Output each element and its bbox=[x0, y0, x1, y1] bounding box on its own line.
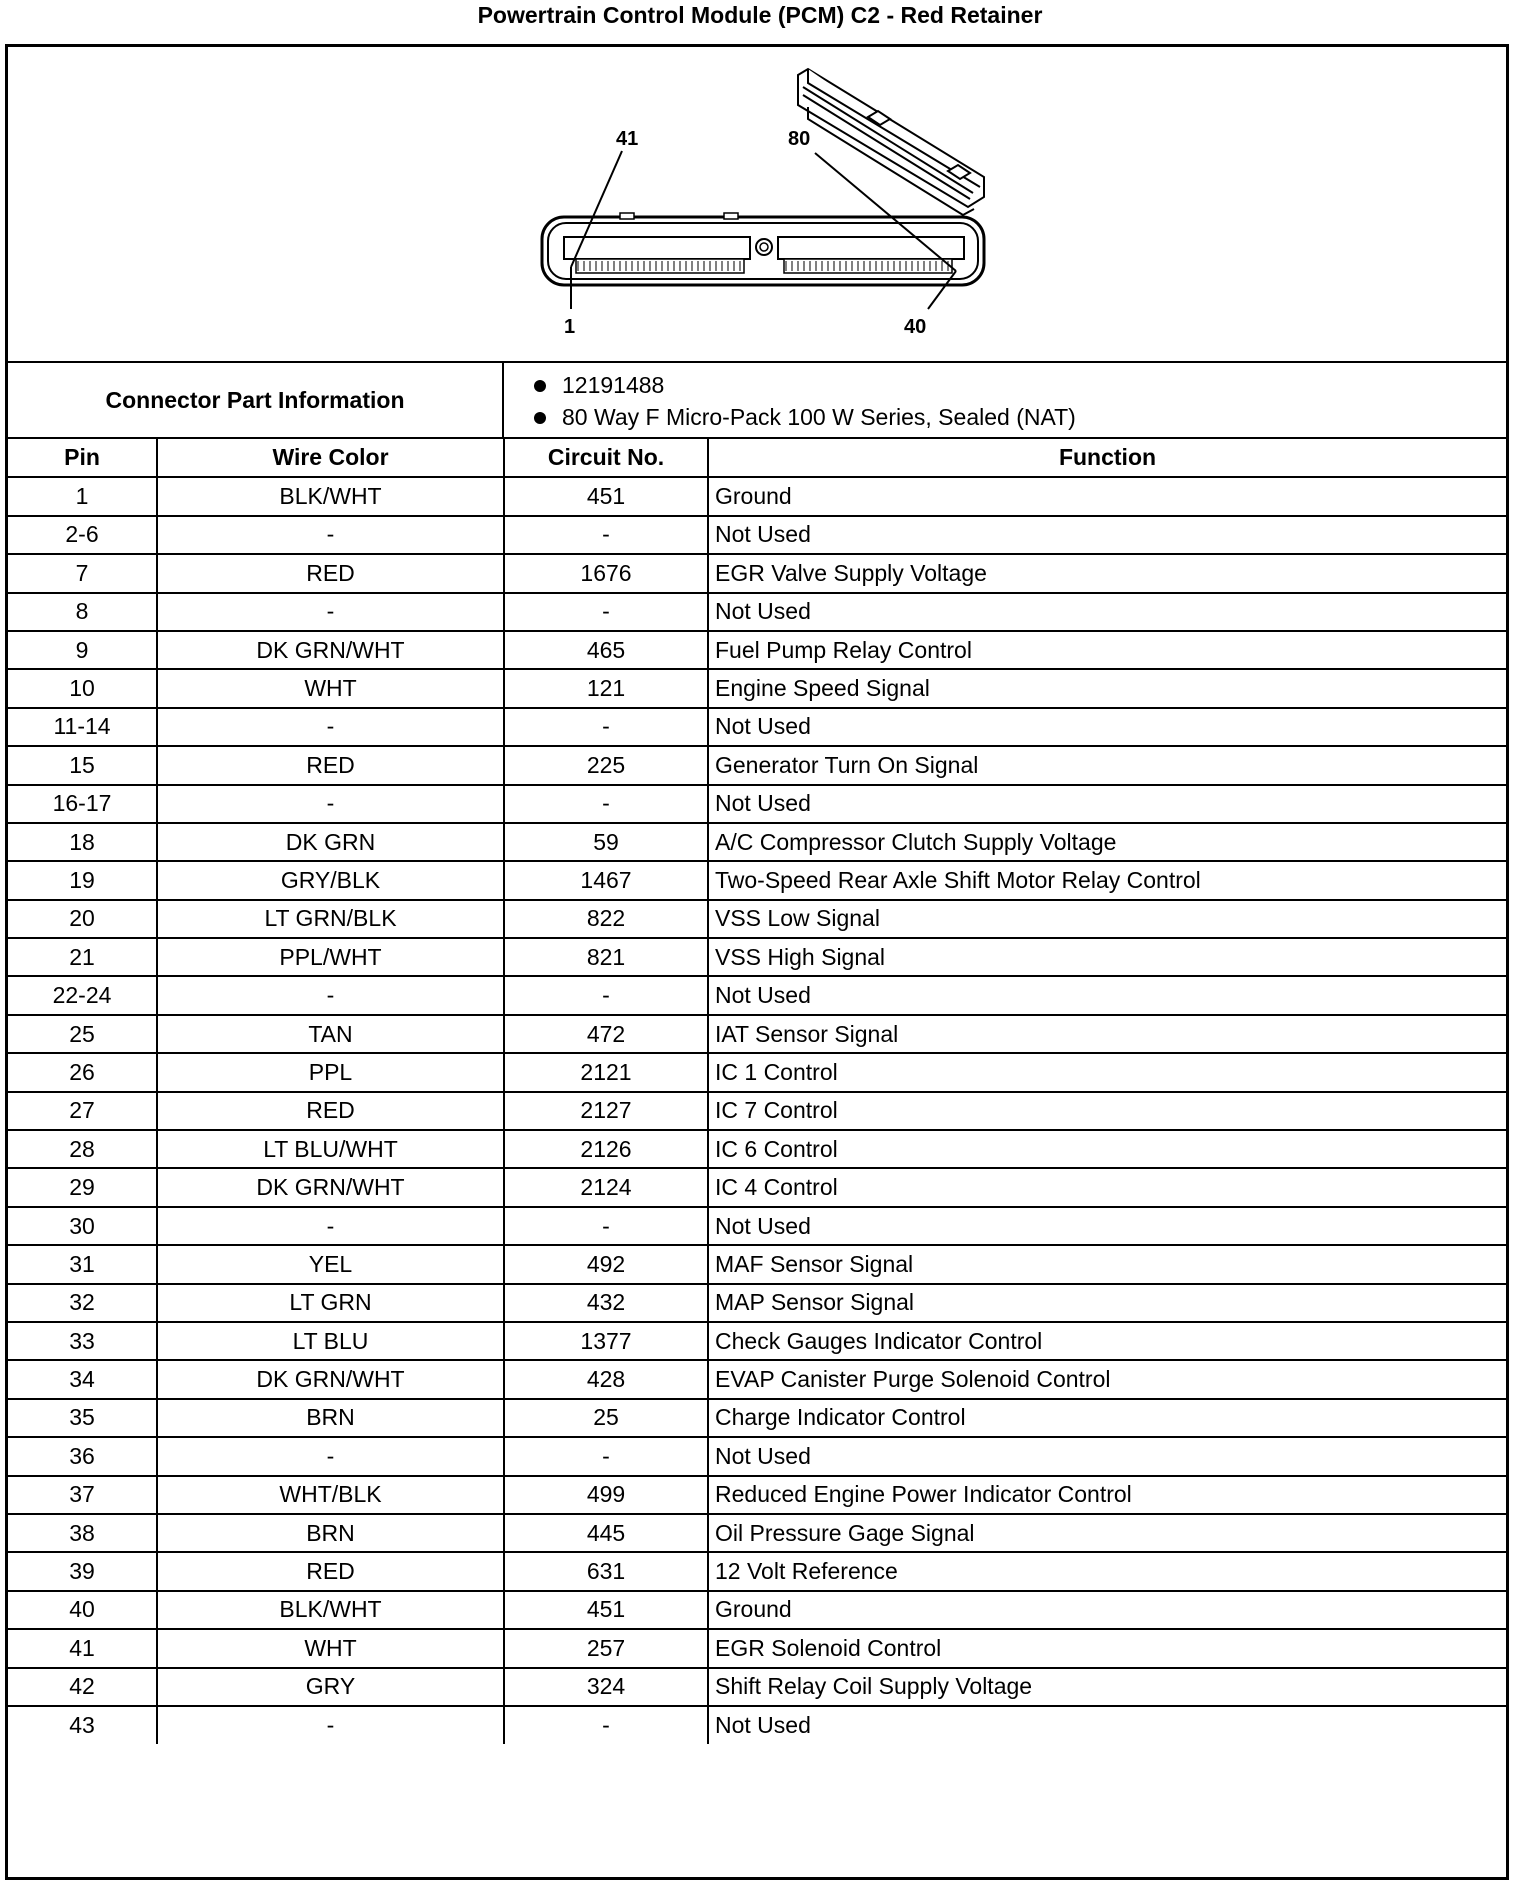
function-cell: EVAP Canister Purge Solenoid Control bbox=[708, 1360, 1506, 1398]
function-cell: IC 6 Control bbox=[708, 1130, 1506, 1168]
table-row bbox=[8, 861, 1506, 899]
circuit-no-cell: 1676 bbox=[504, 554, 708, 592]
table-row bbox=[8, 1053, 1506, 1091]
wire-color-cell: DK GRN bbox=[157, 823, 504, 861]
pin-label-1: 1 bbox=[564, 316, 576, 338]
circuit-no-cell: - bbox=[504, 785, 708, 823]
function-cell: IC 1 Control bbox=[708, 1053, 1506, 1091]
table-row bbox=[8, 554, 1506, 592]
function-cell: Not Used bbox=[708, 593, 1506, 631]
circuit-no-cell: 822 bbox=[504, 900, 708, 938]
function-cell: Ground bbox=[708, 1591, 1506, 1629]
function-cell: VSS Low Signal bbox=[708, 900, 1506, 938]
wire-color-cell: - bbox=[157, 516, 504, 554]
function-cell: Two-Speed Rear Axle Shift Motor Relay Control bbox=[708, 861, 1506, 899]
pin-cell: 16-17 bbox=[8, 785, 157, 823]
pinout-table bbox=[8, 439, 1506, 1744]
wire-color-cell: - bbox=[157, 1437, 504, 1475]
pin-cell: 7 bbox=[8, 554, 157, 592]
wire-color-cell: GRY/BLK bbox=[157, 861, 504, 899]
wire-color-cell: RED bbox=[157, 1552, 504, 1590]
function-cell: A/C Compressor Clutch Supply Voltage bbox=[708, 823, 1506, 861]
wire-color-cell: TAN bbox=[157, 1015, 504, 1053]
pin-cell: 39 bbox=[8, 1552, 157, 1590]
pin-label-80: 80 bbox=[788, 128, 811, 150]
circuit-no-cell: - bbox=[504, 1207, 708, 1245]
wire-color-cell: DK GRN/WHT bbox=[157, 631, 504, 669]
part-info-item bbox=[504, 369, 1076, 401]
circuit-no-cell: 451 bbox=[504, 1591, 708, 1629]
wire-color-cell: DK GRN/WHT bbox=[157, 1168, 504, 1206]
wire-color-cell: DK GRN/WHT bbox=[157, 1360, 504, 1398]
header-function: Function bbox=[708, 439, 1506, 477]
pin-cell: 25 bbox=[8, 1015, 157, 1053]
wire-color-cell: GRY bbox=[157, 1668, 504, 1706]
table-row bbox=[8, 593, 1506, 631]
table-row bbox=[8, 1168, 1506, 1206]
wire-color-cell: BLK/WHT bbox=[157, 1591, 504, 1629]
pin-cell: 31 bbox=[8, 1245, 157, 1283]
function-cell: MAP Sensor Signal bbox=[708, 1284, 1506, 1322]
part-number: 12191488 bbox=[562, 372, 665, 398]
table-row bbox=[8, 938, 1506, 976]
pin-cell: 1 bbox=[8, 477, 157, 515]
wire-color-cell: BRN bbox=[157, 1514, 504, 1552]
pin-cell: 11-14 bbox=[8, 708, 157, 746]
wire-color-cell: LT GRN/BLK bbox=[157, 900, 504, 938]
table-row bbox=[8, 976, 1506, 1014]
wire-color-cell: LT GRN bbox=[157, 1284, 504, 1322]
circuit-no-cell: 1467 bbox=[504, 861, 708, 899]
circuit-no-cell: 225 bbox=[504, 746, 708, 784]
function-cell: Not Used bbox=[708, 1706, 1506, 1744]
circuit-no-cell: 465 bbox=[504, 631, 708, 669]
circuit-no-cell: - bbox=[504, 708, 708, 746]
function-cell: Not Used bbox=[708, 785, 1506, 823]
pin-cell: 35 bbox=[8, 1399, 157, 1437]
table-row bbox=[8, 1015, 1506, 1053]
wire-color-cell: WHT/BLK bbox=[157, 1476, 504, 1514]
function-cell: Check Gauges Indicator Control bbox=[708, 1322, 1506, 1360]
circuit-no-cell: 257 bbox=[504, 1629, 708, 1667]
wire-color-cell: LT BLU/WHT bbox=[157, 1130, 504, 1168]
connector-diagram bbox=[8, 47, 1506, 363]
function-cell: Not Used bbox=[708, 516, 1506, 554]
pin-cell: 38 bbox=[8, 1514, 157, 1552]
function-cell: MAF Sensor Signal bbox=[708, 1245, 1506, 1283]
table-row bbox=[8, 1706, 1506, 1744]
wire-color-cell: - bbox=[157, 785, 504, 823]
circuit-no-cell: 445 bbox=[504, 1514, 708, 1552]
function-cell: Generator Turn On Signal bbox=[708, 746, 1506, 784]
function-cell: Engine Speed Signal bbox=[708, 669, 1506, 707]
function-cell: Not Used bbox=[708, 1437, 1506, 1475]
connector-side-view bbox=[798, 69, 984, 215]
circuit-no-cell: 2121 bbox=[504, 1053, 708, 1091]
pin-label-41: 41 bbox=[616, 128, 639, 150]
function-cell: IC 7 Control bbox=[708, 1092, 1506, 1130]
circuit-no-cell: - bbox=[504, 1437, 708, 1475]
table-row bbox=[8, 1629, 1506, 1667]
wire-color-cell: BLK/WHT bbox=[157, 477, 504, 515]
circuit-no-cell: 121 bbox=[504, 669, 708, 707]
pin-cell: 29 bbox=[8, 1168, 157, 1206]
wire-color-cell: WHT bbox=[157, 669, 504, 707]
connector-illustration bbox=[8, 47, 1506, 363]
table-row bbox=[8, 516, 1506, 554]
table-row bbox=[8, 1207, 1506, 1245]
connector-front-view bbox=[542, 213, 984, 285]
pin-cell: 18 bbox=[8, 823, 157, 861]
pin-cell: 2-6 bbox=[8, 516, 157, 554]
connector-part-information bbox=[8, 363, 1506, 439]
function-cell: 12 Volt Reference bbox=[708, 1552, 1506, 1590]
function-cell: EGR Valve Supply Voltage bbox=[708, 554, 1506, 592]
header-pin: Pin bbox=[8, 439, 157, 477]
part-info-item bbox=[504, 401, 1076, 433]
wire-color-cell: RED bbox=[157, 1092, 504, 1130]
circuit-no-cell: 2124 bbox=[504, 1168, 708, 1206]
function-cell: Ground bbox=[708, 477, 1506, 515]
table-row bbox=[8, 1360, 1506, 1398]
function-cell: IC 4 Control bbox=[708, 1168, 1506, 1206]
table-row bbox=[8, 1130, 1506, 1168]
function-cell: Oil Pressure Gage Signal bbox=[708, 1514, 1506, 1552]
table-row bbox=[8, 746, 1506, 784]
wire-color-cell: RED bbox=[157, 746, 504, 784]
pin-cell: 41 bbox=[8, 1629, 157, 1667]
circuit-no-cell: 821 bbox=[504, 938, 708, 976]
function-cell: Not Used bbox=[708, 708, 1506, 746]
wire-color-cell: - bbox=[157, 708, 504, 746]
part-info-label: Connector Part Information bbox=[8, 363, 504, 437]
circuit-no-cell: 324 bbox=[504, 1668, 708, 1706]
pin-cell: 33 bbox=[8, 1322, 157, 1360]
pin-cell: 15 bbox=[8, 746, 157, 784]
wire-color-cell: RED bbox=[157, 554, 504, 592]
table-row bbox=[8, 1284, 1506, 1322]
function-cell: Fuel Pump Relay Control bbox=[708, 631, 1506, 669]
connector-description: 80 Way F Micro-Pack 100 W Series, Sealed (NAT) bbox=[562, 404, 1076, 430]
circuit-no-cell: - bbox=[504, 516, 708, 554]
function-cell: Charge Indicator Control bbox=[708, 1399, 1506, 1437]
table-row bbox=[8, 1668, 1506, 1706]
wire-color-cell: YEL bbox=[157, 1245, 504, 1283]
pin-cell: 20 bbox=[8, 900, 157, 938]
wire-color-cell: PPL/WHT bbox=[157, 938, 504, 976]
table-row bbox=[8, 1437, 1506, 1475]
circuit-no-cell: 472 bbox=[504, 1015, 708, 1053]
pin-cell: 26 bbox=[8, 1053, 157, 1091]
pin-cell: 9 bbox=[8, 631, 157, 669]
pin-cell: 40 bbox=[8, 1591, 157, 1629]
circuit-no-cell: 59 bbox=[504, 823, 708, 861]
wire-color-cell: - bbox=[157, 593, 504, 631]
pin-label-40: 40 bbox=[904, 316, 927, 338]
function-cell: Not Used bbox=[708, 1207, 1506, 1245]
pin-cell: 28 bbox=[8, 1130, 157, 1168]
function-cell: EGR Solenoid Control bbox=[708, 1629, 1506, 1667]
table-row bbox=[8, 1552, 1506, 1590]
table-row bbox=[8, 669, 1506, 707]
pin-cell: 30 bbox=[8, 1207, 157, 1245]
pin-cell: 21 bbox=[8, 938, 157, 976]
circuit-no-cell: 2126 bbox=[504, 1130, 708, 1168]
table-row bbox=[8, 1245, 1506, 1283]
pin-cell: 27 bbox=[8, 1092, 157, 1130]
circuit-no-cell: - bbox=[504, 593, 708, 631]
wire-color-cell: - bbox=[157, 1706, 504, 1744]
pin-cell: 32 bbox=[8, 1284, 157, 1322]
wire-color-cell: - bbox=[157, 976, 504, 1014]
function-cell: Not Used bbox=[708, 976, 1506, 1014]
header-circuit-no: Circuit No. bbox=[504, 439, 708, 477]
pin-cell: 8 bbox=[8, 593, 157, 631]
circuit-no-cell: 451 bbox=[504, 477, 708, 515]
pin-cell: 36 bbox=[8, 1437, 157, 1475]
table-row bbox=[8, 823, 1506, 861]
wire-color-cell: LT BLU bbox=[157, 1322, 504, 1360]
table-row bbox=[8, 1514, 1506, 1552]
circuit-no-cell: 428 bbox=[504, 1360, 708, 1398]
pinout-table-body bbox=[8, 477, 1506, 1744]
table-row bbox=[8, 1591, 1506, 1629]
function-cell: Reduced Engine Power Indicator Control bbox=[708, 1476, 1506, 1514]
circuit-no-cell: 492 bbox=[504, 1245, 708, 1283]
table-row bbox=[8, 1322, 1506, 1360]
table-row bbox=[8, 1092, 1506, 1130]
pin-cell: 43 bbox=[8, 1706, 157, 1744]
table-row bbox=[8, 900, 1506, 938]
wire-color-cell: - bbox=[157, 1207, 504, 1245]
pin-cell: 37 bbox=[8, 1476, 157, 1514]
circuit-no-cell: 631 bbox=[504, 1552, 708, 1590]
page-title: Powertrain Control Module (PCM) C2 - Red Retainer bbox=[477, 2, 1043, 28]
pin-cell: 10 bbox=[8, 669, 157, 707]
table-row bbox=[8, 708, 1506, 746]
function-cell: Shift Relay Coil Supply Voltage bbox=[708, 1668, 1506, 1706]
table-header-row bbox=[8, 439, 1506, 477]
circuit-no-cell: 25 bbox=[504, 1399, 708, 1437]
table-row bbox=[8, 631, 1506, 669]
connector-table-frame bbox=[5, 44, 1509, 1880]
circuit-no-cell: 2127 bbox=[504, 1092, 708, 1130]
function-cell: VSS High Signal bbox=[708, 938, 1506, 976]
circuit-no-cell: - bbox=[504, 1706, 708, 1744]
function-cell: IAT Sensor Signal bbox=[708, 1015, 1506, 1053]
circuit-no-cell: 432 bbox=[504, 1284, 708, 1322]
table-row bbox=[8, 1399, 1506, 1437]
header-wire-color: Wire Color bbox=[157, 439, 504, 477]
table-row bbox=[8, 477, 1506, 515]
wire-color-cell: PPL bbox=[157, 1053, 504, 1091]
pin-cell: 34 bbox=[8, 1360, 157, 1398]
circuit-no-cell: - bbox=[504, 976, 708, 1014]
table-row bbox=[8, 785, 1506, 823]
pin-cell: 42 bbox=[8, 1668, 157, 1706]
circuit-no-cell: 499 bbox=[504, 1476, 708, 1514]
table-row bbox=[8, 1476, 1506, 1514]
wire-color-cell: WHT bbox=[157, 1629, 504, 1667]
pin-cell: 19 bbox=[8, 861, 157, 899]
wire-color-cell: BRN bbox=[157, 1399, 504, 1437]
circuit-no-cell: 1377 bbox=[504, 1322, 708, 1360]
pin-cell: 22-24 bbox=[8, 976, 157, 1014]
part-info-list bbox=[504, 369, 1076, 433]
